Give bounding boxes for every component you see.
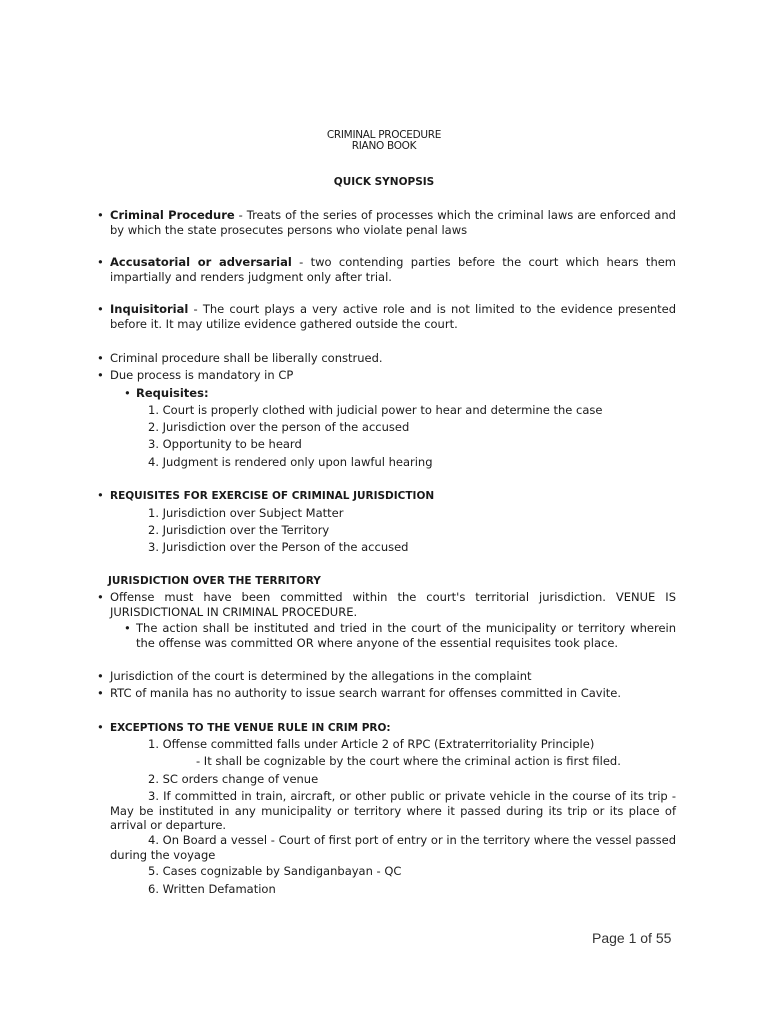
definition-term: Criminal Procedure <box>110 208 235 222</box>
territory-heading: JURISDICTION OVER THE TERRITORY <box>108 575 321 587</box>
jurisdiction-item: 1. Jurisdiction over Subject Matter <box>148 506 344 520</box>
exception-item-1-note: - It shall be cognizable by the court where the criminal action is first filed. <box>196 754 621 768</box>
requisite-item: 4. Judgment is rendered only upon lawful hearing <box>148 455 433 469</box>
exception-item-1: 1. Offense committed falls under Article 2 of RPC (Extraterritoriality Principle) <box>148 737 595 751</box>
exceptions-heading-text: EXCEPTIONS TO THE VENUE RULE IN CRIM PRO: <box>110 722 391 734</box>
exceptions-heading <box>110 720 676 736</box>
criminal-jurisdiction-heading <box>110 488 676 504</box>
title-line-1: CRIMINAL PROCEDURE <box>326 129 442 141</box>
territory-point-rtc-manila: • RTC of manila has no authority to issue search warrant for offenses committed in Cavite. <box>110 686 676 701</box>
territory-subpoint-action: • The action shall be instituted and tried in the court of the municipality or territory wherein the offense was committed OR where anyone of the essential requisites took place. <box>136 621 676 650</box>
definition-inquisitorial <box>110 302 676 331</box>
exception-item-4: 4. On Board a vessel - Court of first port of entry or in the territory where the vessel passed during the voyage <box>110 833 676 862</box>
jurisdiction-item: 3. Jurisdiction over the Person of the accused <box>148 540 409 554</box>
definition-text: - The court plays a very active role and is not limited to the evidence presented before it. It may utilize evidence gathered outside the court. <box>110 302 676 331</box>
synopsis-heading: QUICK SYNOPSIS <box>333 176 435 188</box>
note-due-process: • Due process is mandatory in CP <box>110 368 676 383</box>
definition-term: Inquisitorial <box>110 302 189 316</box>
definition-text: - Treats of the series of processes which the criminal laws are enforced and by which the state prosecutes persons who violate penal laws <box>110 208 676 237</box>
territory-point-allegations: • Jurisdiction of the court is determined by the allegations in the complaint <box>110 669 676 684</box>
criminal-jurisdiction-heading-text: REQUISITES FOR EXERCISE OF CRIMINAL JURISDICTION <box>110 490 435 502</box>
definition-text: - two contending parties before the court which hears them impartially and renders judgment only after trial. <box>110 255 677 284</box>
requisite-item: 3. Opportunity to be heard <box>148 437 302 451</box>
exception-item-3: 3. If committed in train, aircraft, or other public or private vehicle in the course of its trip - May be instituted in any municipality or territory where it passed during its trip or its place of arrival or departure. <box>110 789 676 832</box>
title-line-2: RIANO BOOK <box>351 140 417 152</box>
page-number: Page 1 of 55 <box>592 930 672 946</box>
territory-point-venue: • Offense must have been committed within the court's territorial jurisdiction. VENUE IS JURISDICTIONAL IN CRIMINAL PROCEDURE. <box>110 590 676 619</box>
requisite-item: 2. Jurisdiction over the person of the accused <box>148 420 410 434</box>
jurisdiction-item: 2. Jurisdiction over the Territory <box>148 523 330 537</box>
definition-accusatorial <box>110 255 676 284</box>
requisites-label <box>136 386 676 401</box>
exception-item-6: 6. Written Defamation <box>148 882 276 896</box>
exception-item-2: 2. SC orders change of venue <box>148 772 319 786</box>
requisite-item: 1. Court is properly clothed with judicial power to hear and determine the case <box>148 403 603 417</box>
definition-criminal-procedure <box>110 208 676 237</box>
exception-item-5: 5. Cases cognizable by Sandiganbayan - QC <box>148 864 402 878</box>
requisites-label-text: Requisites: <box>136 386 209 400</box>
definition-term: Accusatorial or adversarial <box>110 255 292 269</box>
note-liberal-construction: • Criminal procedure shall be liberally construed. <box>110 351 676 366</box>
document-title <box>0 130 768 152</box>
